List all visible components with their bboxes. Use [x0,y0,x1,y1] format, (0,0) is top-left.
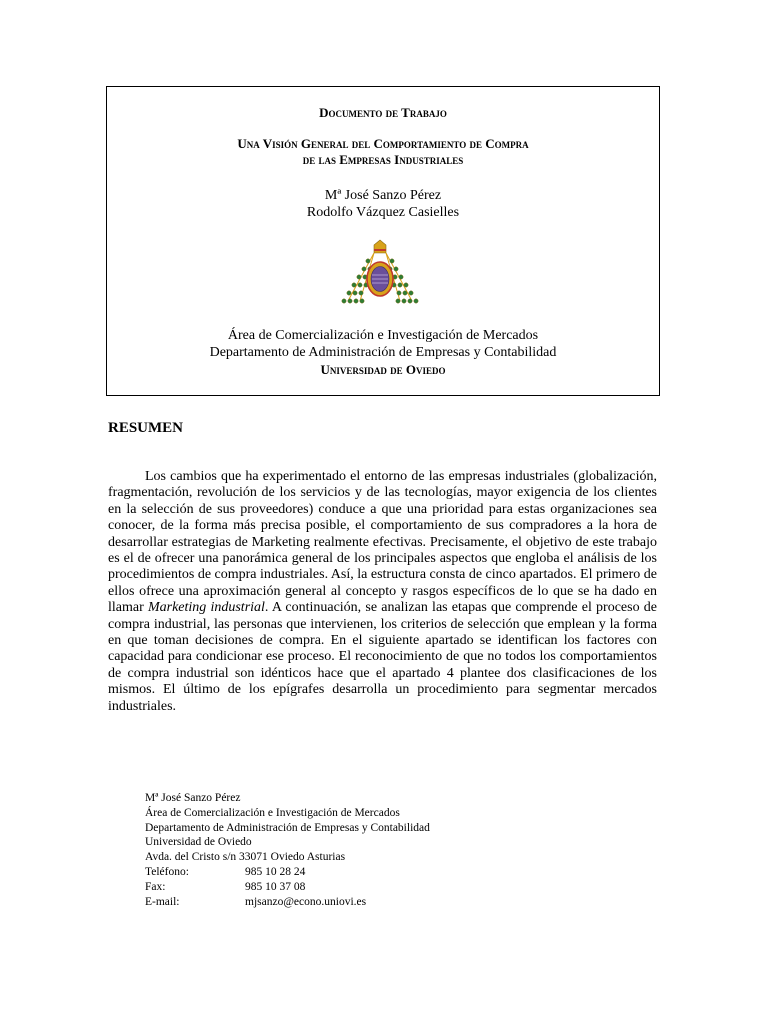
contact-department: Departamento de Administración de Empresas y Contabilidad [145,821,430,834]
document-title [107,136,659,168]
title-line-2: de las Empresas Industriales [302,152,464,167]
contact-area: Área de Comercialización e Investigación de Mercados [145,806,400,819]
affiliation-university: Universidad de Oviedo [320,362,446,377]
affiliation-area: Área de Comercialización e Investigación de Mercados [227,328,539,343]
document-label: Documento de Trabajo [319,105,447,120]
contact-name: Mª José Sanzo Pérez [145,792,241,804]
contact-university: Universidad de Oviedo [145,836,252,849]
author-1: Mª José Sanzo Pérez [324,188,442,203]
resumen-heading: RESUMEN [108,420,184,436]
phone-label: Teléfono: [145,865,189,878]
authors [107,187,659,221]
fax-label: Fax: [145,880,166,893]
contact-email-row [145,895,430,910]
crest-mitre-band [374,249,386,251]
email-value: mjsanzo@econo.uniovi.es [245,895,367,908]
contact-address: Avda. del Cristo s/n 33071 Oviedo Asturias [145,851,346,864]
affiliation [107,327,659,378]
abstract-italic-term: Marketing industrial [147,600,265,616]
contact-block [145,791,430,909]
phone-value: 985 10 28 24 [245,865,306,878]
author-2: Rodolfo Vázquez Casielles [306,205,460,220]
email-label: E-mail: [145,895,180,908]
fax-value: 985 10 37 08 [245,880,306,893]
abstract-paragraph [108,469,657,715]
abstract-text-part1: Los cambios que ha experimentado el entorno de las empresas industriales (globalización, fragmentación, revolución de los servicios y de las tecnologías, mayor exigencia de los clientes en la selección de sus proveedores) conduce a que una prioridad para estas organizaciones sea conocer, de la forma más precisa posible, el comportamiento de sus compradores a la hora de desarrollar estrategias de Marketing realmente efectivas. Precisamente, el objetivo de este trabajo es el de ofrecer una panorámica general de los principales aspectos que engloba el análisis de los procedimientos de compra industriales. Así, la estructura consta de cinco apartados. El primero de ellos ofrece una aproximación general al concepto y rasgos específicos de lo que se ha dado en llamar [108,469,657,616]
abstract-text-part2: . A continuación, se analizan las etapas que comprende el proceso de compra industrial, las personas que intervienen, los criterios de selección que emplean y la forma en que toman decisiones de compra. En el siguiente apartado se identifican los factores con capacidad para condicionar ese proceso. El reconocimiento de que no todos los comportamientos de compra industrial son idénticos hace que el apartado 4 plantee dos clasificaciones de los mismos. El último de los epígrafes desarrolla un procedimiento para segmentar mercados industriales. [108,600,657,714]
contact-fax-row [145,880,430,895]
title-line-1: Una Visión General del Comportamiento de Compra [237,136,529,151]
contact-phone-row [145,865,430,880]
affiliation-department: Departamento de Administración de Empresas y Contabilidad [209,345,557,360]
crest-mitre [374,240,386,253]
title-box [106,86,660,396]
university-crest-icon [334,239,426,311]
